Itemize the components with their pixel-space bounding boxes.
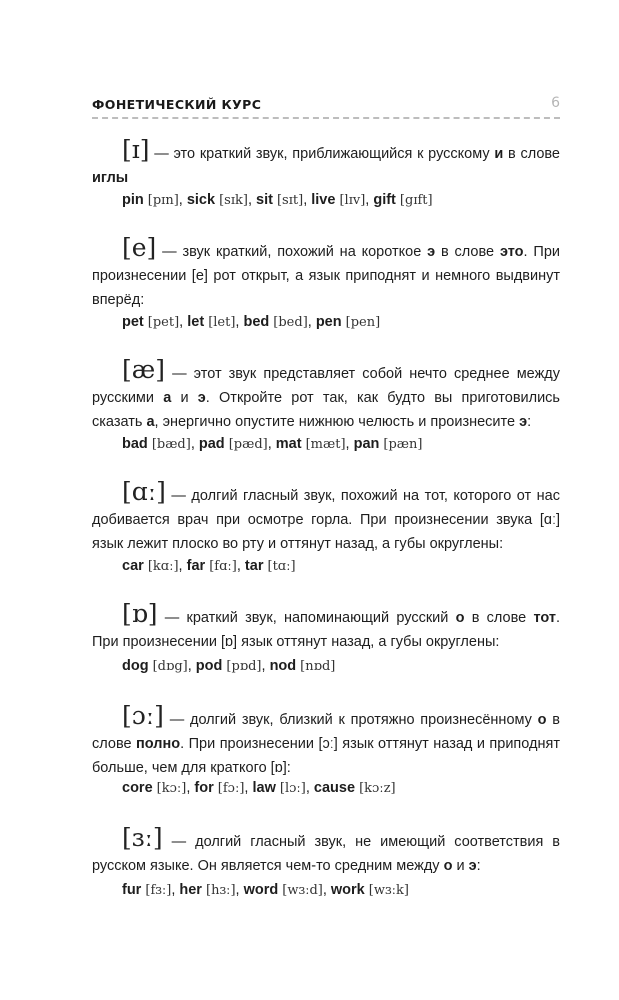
description-text: . При произнесении [e] рот открыт, а язык приподнят и немного выдвинут вперёд:: [92, 244, 560, 308]
phoneme-entry: [92, 477, 560, 556]
emphasis-letter: э: [427, 244, 436, 260]
example-transcription: [nɒd]: [300, 659, 336, 674]
phoneme-entry: [92, 233, 560, 312]
description-text: — долгий гласный звук, похожий на тот, которого от нас добивается врач при осмотре горла. При произнесении звука [ɑː] язык лежит плоско во рту и оттянут назад, а губы округлены:: [92, 488, 560, 552]
example-transcription: [fɑː]: [209, 559, 237, 574]
example-transcription: [pet]: [147, 315, 180, 330]
entry-description: [92, 823, 560, 878]
description-text: :: [527, 414, 532, 430]
example-word: for: [194, 780, 214, 796]
example-transcription: [bæd]: [151, 437, 191, 452]
example-transcription: [mæt]: [305, 437, 346, 452]
example-word: fur: [122, 882, 142, 898]
description-text: — долгий гласный звук, не имеющий соответствия в русском языке. Он является чем-то средним между: [92, 834, 560, 874]
example-word: law: [252, 780, 276, 796]
description-text: :: [476, 858, 481, 874]
example-words: fur [fɜː], her [hɜː], word [wɜːd], work [wɜːk]: [122, 882, 409, 898]
example-word: cause: [313, 780, 356, 796]
entry-description: [92, 233, 560, 312]
example-word: live: [311, 192, 336, 208]
example-words: pet [pet], let [let], bed [bed], pen [pen]: [122, 314, 381, 330]
phoneme-entry: [92, 701, 561, 780]
example-transcription: [pɒd]: [226, 659, 262, 674]
example-words: dog [dɒg], pod [pɒd], nod [nɒd]: [122, 658, 336, 674]
phoneme-symbol: [e]: [122, 233, 157, 262]
entry-description: [92, 599, 560, 654]
entry-description: [92, 135, 560, 190]
description-text: в слове: [435, 244, 500, 260]
header-divider: [92, 117, 560, 119]
example-transcription: [fɔː]: [217, 781, 245, 796]
emphasis-letter: о: [537, 712, 547, 728]
description-text: — этот звук представляет собой нечто среднее между русскими: [92, 366, 560, 406]
example-word: pen: [315, 314, 342, 330]
description-text: в слове: [464, 610, 534, 626]
example-transcription: [let]: [208, 315, 236, 330]
example-word: mat: [275, 436, 302, 452]
emphasis-letter: тот: [533, 610, 556, 626]
description-text: , энергично опустите нижнюю челюсть и произнесите: [154, 414, 520, 430]
example-transcription: [kɔːz]: [359, 781, 396, 796]
phoneme-symbol: [ɜː]: [122, 823, 163, 852]
emphasis-letter: э: [197, 390, 206, 406]
emphasis-letter: а: [146, 414, 155, 430]
example-word: bed: [243, 314, 270, 330]
example-word: far: [186, 558, 206, 574]
emphasis-letter: иглы: [92, 170, 129, 186]
example-transcription: [pɪn]: [147, 193, 179, 208]
example-word: tar: [244, 558, 264, 574]
example-transcription: [pæn]: [383, 437, 423, 452]
example-transcription: [pen]: [345, 315, 381, 330]
description-text: . При произнесении [ɒ] язык оттянут назад, а губы округлены:: [92, 610, 560, 650]
emphasis-letter: а: [163, 390, 172, 406]
description-text: и: [171, 390, 198, 406]
entry-description: [92, 701, 561, 780]
example-words: car [kɑː], far [fɑː], tar [tɑː]: [122, 558, 296, 574]
example-transcription: [bed]: [273, 315, 308, 330]
example-word: let: [187, 314, 205, 330]
example-transcription: [lɪv]: [339, 193, 366, 208]
example-transcription: [kɑː]: [147, 559, 179, 574]
example-word: pin: [122, 192, 144, 208]
description-text: и: [452, 858, 469, 874]
description-text: . Откройте рот так, как будто вы приготовились сказать: [92, 390, 560, 430]
example-transcription: [kɔː]: [156, 781, 187, 796]
phoneme-entry: [92, 823, 560, 878]
phoneme-symbol: [ɒ]: [122, 599, 158, 628]
page-number: 6: [551, 95, 560, 111]
example-word: word: [243, 882, 279, 898]
description-text: — это краткий звук, приближающийся к русскому: [149, 146, 495, 162]
entry-description: [92, 477, 560, 556]
entry-description: [92, 355, 560, 434]
example-words: core [kɔː], for [fɔː], law [lɔː], cause [kɔːz]: [122, 780, 396, 796]
example-transcription: [sɪt]: [276, 193, 304, 208]
example-word: work: [330, 882, 365, 898]
example-transcription: [hɜː]: [206, 883, 236, 898]
example-transcription: [fɜː]: [145, 883, 172, 898]
description-text: — краткий звук, напоминающий русский: [157, 610, 456, 626]
section-title: ФОНЕТИЧЕСКИЙ КУРС: [92, 97, 262, 112]
emphasis-letter: полно: [136, 736, 181, 752]
example-word: pod: [195, 658, 223, 674]
description-text: . При произнесении [ɔː] язык оттянут назад и приподнят больше, чем для краткого [ɒ]:: [92, 736, 560, 776]
example-transcription: [pæd]: [228, 437, 268, 452]
phoneme-symbol: [ɔː]: [122, 701, 164, 730]
description-text: в слове: [92, 712, 561, 752]
example-word: pan: [353, 436, 380, 452]
example-transcription: [wɜːk]: [368, 883, 409, 898]
emphasis-letter: это: [499, 244, 524, 260]
phoneme-entry: [92, 135, 560, 190]
example-words: pin [pɪn], sick [sɪk], sit [sɪt], live [lɪv], gift [gɪft]: [122, 192, 433, 208]
example-transcription: [tɑː]: [267, 559, 296, 574]
phoneme-entry: [92, 599, 560, 654]
phoneme-symbol: [ɑː]: [122, 477, 166, 506]
example-word: car: [122, 558, 144, 574]
example-word: sick: [186, 192, 216, 208]
example-word: sit: [256, 192, 273, 208]
example-word: pad: [198, 436, 225, 452]
example-transcription: [gɪft]: [399, 193, 433, 208]
example-word: nod: [269, 658, 297, 674]
example-word: core: [122, 780, 153, 796]
description-text: в слове: [503, 146, 560, 162]
example-word: pet: [122, 314, 144, 330]
example-word: her: [179, 882, 202, 898]
example-word: bad: [122, 436, 148, 452]
example-word: dog: [122, 658, 149, 674]
phoneme-entry: [92, 355, 560, 434]
description-text: — звук краткий, похожий на короткое: [156, 244, 428, 260]
description-text: — долгий звук, близкий к протяжно произнесённому: [163, 712, 538, 728]
emphasis-letter: и: [494, 146, 504, 162]
emphasis-letter: о: [443, 858, 453, 874]
running-header: [92, 95, 560, 119]
example-words: bad [bæd], pad [pæd], mat [mæt], pan [pæn]: [122, 436, 423, 452]
emphasis-letter: о: [455, 610, 465, 626]
example-word: gift: [373, 192, 396, 208]
phoneme-symbol: [ɪ]: [122, 135, 150, 164]
emphasis-letter: э: [468, 858, 477, 874]
phoneme-symbol: [æ]: [122, 355, 166, 384]
example-transcription: [dɒg]: [152, 659, 188, 674]
emphasis-letter: э: [519, 414, 528, 430]
example-transcription: [lɔː]: [279, 781, 306, 796]
example-transcription: [sɪk]: [219, 193, 248, 208]
example-transcription: [wɜːd]: [282, 883, 323, 898]
